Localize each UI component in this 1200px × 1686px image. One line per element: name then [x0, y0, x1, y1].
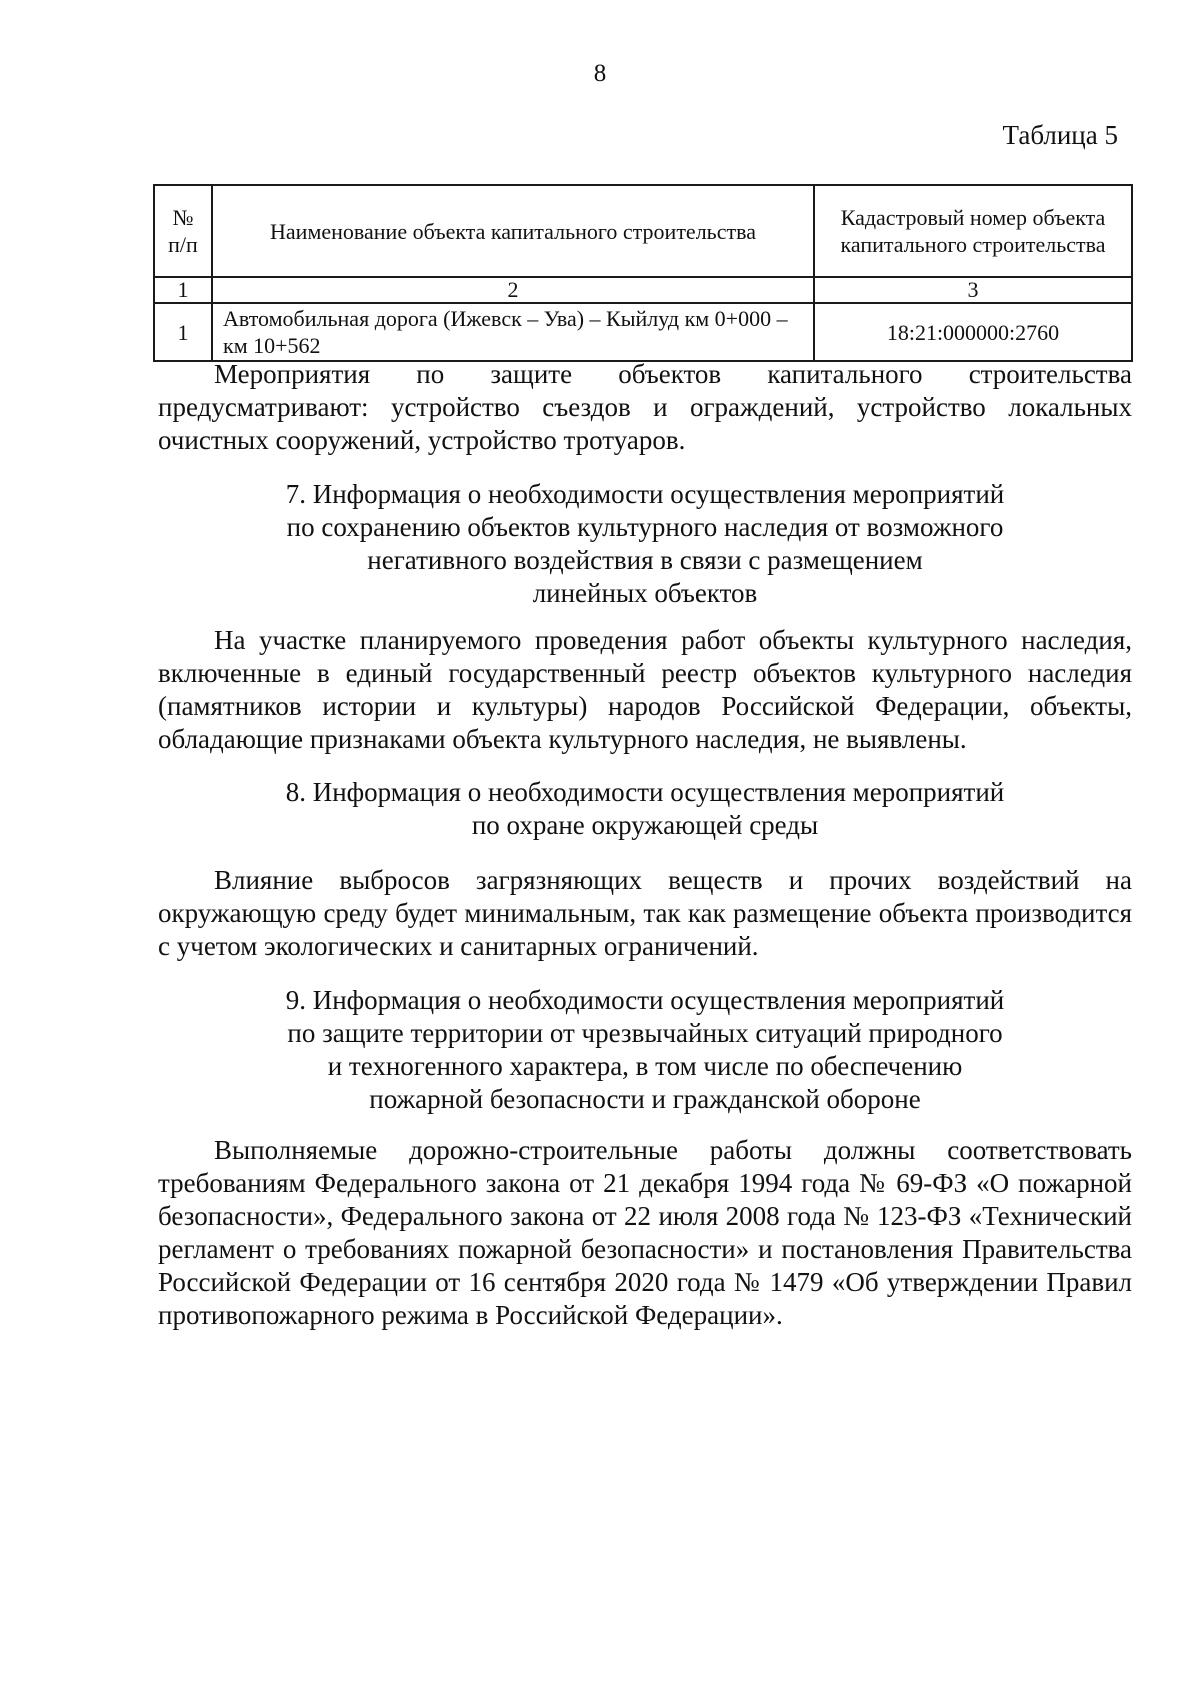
table-header-row — [154, 185, 1132, 277]
header-num: № п/п — [154, 185, 212, 277]
index-cell: 2 — [212, 277, 814, 303]
capital-objects-table — [153, 184, 1133, 362]
row-cadastral-number: 18:21:000000:2760 — [814, 303, 1132, 361]
section-9-heading — [158, 984, 1132, 1116]
heading-line: линейных объектов — [532, 578, 758, 608]
heading-line: по сохранению объектов культурного наследия от возможного — [286, 512, 1004, 542]
section-7-heading — [158, 478, 1132, 610]
section-7-paragraph — [158, 624, 1132, 756]
header-object-name: Наименование объекта капитального строительства — [212, 185, 814, 277]
paragraph-text: На участке планируемого проведения работ объекты культурного наследия, включенные в единый государственный реестр объектов культурного наследия (памятников истории и культуры) народов Российской Федерации, объекты, обладающие признаками объекта культурного наследия, не выявлены. — [158, 625, 1132, 754]
paragraph-text: Влияние выбросов загрязняющих веществ и прочих воздействий на окружающую среду будет минимальным, так как размещение объекта производится с учетом экологических и санитарных ограничений. — [158, 865, 1132, 961]
page-number: 8 — [593, 60, 607, 87]
row-object-name: Автомобильная дорога (Ижевск – Ува) – Кыйлуд км 0+000 – км 10+562 — [212, 303, 814, 361]
row-num: 1 — [154, 303, 212, 361]
table-caption: Таблица 5 — [1002, 120, 1118, 150]
section-8-paragraph — [158, 864, 1132, 963]
heading-line: и техногенного характера, в том числе по обеспечению — [327, 1051, 963, 1081]
protection-measures-paragraph — [158, 358, 1132, 457]
heading-line: по охране окружающей среды — [471, 810, 819, 840]
heading-line: 7. Информация о необходимости осуществления мероприятий — [285, 479, 1005, 509]
paragraph-text: Мероприятия по защите объектов капитального строительства предусматривают: устройство съездов и ограждений, устройство локальных очистных сооружений, устройство тротуаров. — [158, 359, 1132, 455]
table-row — [154, 303, 1132, 361]
header-cadastral-number: Кадастровый номер объекта капитального строительства — [814, 185, 1132, 277]
table-index-row — [154, 277, 1132, 303]
heading-line: 8. Информация о необходимости осуществления мероприятий — [285, 777, 1005, 807]
heading-line: 9. Информация о необходимости осуществления мероприятий — [285, 985, 1005, 1015]
section-9-paragraph — [158, 1134, 1132, 1332]
heading-line: по защите территории от чрезвычайных ситуаций природного — [287, 1018, 1003, 1048]
index-cell: 1 — [154, 277, 212, 303]
section-8-heading — [158, 776, 1132, 842]
heading-line: пожарной безопасности и гражданской обороне — [369, 1084, 921, 1114]
paragraph-text: Выполняемые дорожно-строительные работы должны соответствовать требованиям Федерального закона от 21 декабря 1994 года № 69-ФЗ «О пожарной безопасности», Федерального закона от 22 июля 2008 года № 123-ФЗ «Технический регламент о требованиях пожарной безопасности» и постановления Правительства Российской Федерации от 16 сентября 2020 года № 1479 «Об утверждении Правил противопожарного режима в Российской Федерации». — [158, 1135, 1132, 1330]
index-cell: 3 — [814, 277, 1132, 303]
heading-line: негативного воздействия в связи с размещением — [367, 545, 923, 575]
